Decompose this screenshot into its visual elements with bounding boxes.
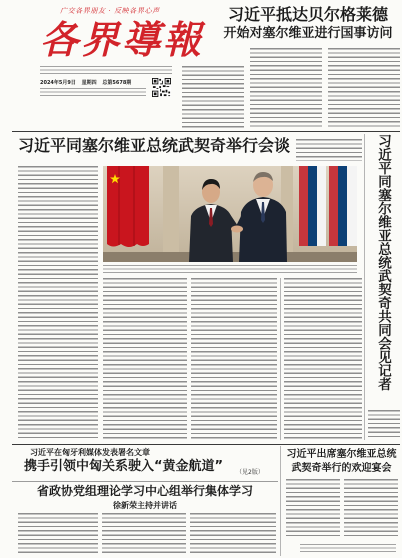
column-divider [364,134,365,440]
column-divider [280,446,281,556]
hungary-story-jump: （见2版） [236,469,264,476]
qr-code-icon [152,78,171,97]
lead-story-text-column [103,278,187,440]
masthead [0,0,212,100]
top-story-subheadline: 开始对塞尔维亚进行国事访问 [223,26,393,41]
top-story-text-column [250,48,322,128]
column-divider [280,278,281,440]
top-story-text-column [328,48,400,128]
masthead-divider [12,131,400,132]
banquet-story-text-column [286,479,340,539]
masthead-contact-lines [40,88,146,96]
china-flag [107,166,149,247]
cppcc-story-text-column [190,513,276,556]
banquet-story-headline-line1: 习近平出席塞尔维亚总统 [286,449,397,460]
lead-story-text-column [191,278,277,440]
top-story-headline: 习近平抵达贝尔格莱德 [227,5,388,24]
hungary-story-kicker: 习近平在匈牙利媒体发表署名文章 [30,448,150,457]
banquet-story-text-column [344,479,398,539]
issue-date: 2024年5月9日 [40,80,76,86]
handshake-photo [103,166,357,262]
bottom-section-divider [12,444,400,445]
serbia-flag [329,166,357,246]
handshake [231,226,243,233]
photo-caption-lines [103,265,357,274]
cppcc-story-text-column [102,513,186,556]
cppcc-story-text-column [18,513,98,556]
issue-weekday: 星期四 [81,80,97,86]
press-story-text-column [284,278,362,440]
lead-story-headline: 习近平同塞尔维亚总统武契奇举行会谈 [18,136,291,155]
press-story-text-column [368,410,400,440]
issue-date-row [40,79,131,86]
banquet-story-headline-line2: 武契奇举行的欢迎宴会 [291,463,392,474]
serbia-flag [299,166,326,246]
press-story-intro-lines [296,139,362,161]
cppcc-story-subheadline: 徐新荣主持并讲话 [113,501,177,510]
masthead-slogan: 广交各界朋友 · 反映各界心声 [60,7,160,15]
editor-credit-lines [300,544,396,553]
lead-story-text-column [18,166,98,440]
press-story-headline: 习近平同塞尔维亚总统武契奇共同会见记者 [375,134,391,391]
cppcc-story-headline: 省政协党组理论学习中心组举行集体学习 [36,484,253,498]
masthead-publisher-lines [40,66,172,76]
story-divider [12,481,278,482]
issue-number: 总第5678期 [102,80,132,86]
newspaper-logo: 各界導報 [40,17,205,62]
top-story-text-column [182,66,244,128]
hungary-story-headline: 携手引领中匈关系驶入“黄金航道” [24,459,224,474]
